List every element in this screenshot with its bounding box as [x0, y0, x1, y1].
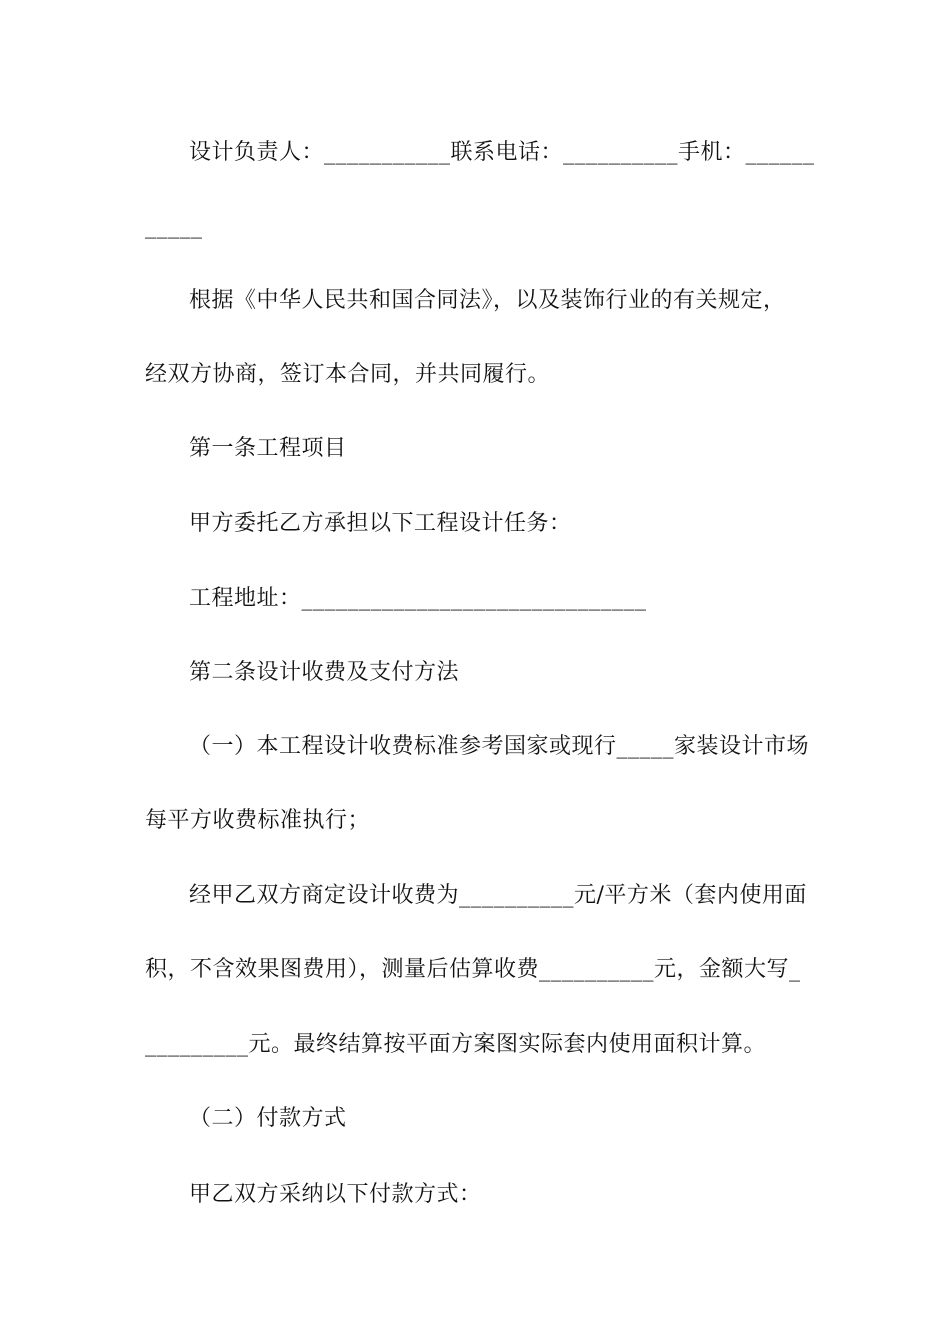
- article-1-body: 甲方委托乙方承担以下工程设计任务：: [189, 511, 572, 536]
- payment-method-heading: （二）付款方式: [189, 1106, 347, 1131]
- fee-standard-paragraph-line-1: （一）本工程设计收费标准参考国家或现行_____家装设计市场: [189, 734, 810, 759]
- fee-standard-paragraph-line-2: 每平方收费标准执行；: [145, 808, 371, 833]
- designer-contact-line: 设计负责人：___________联系电话：__________手机：______: [189, 140, 815, 165]
- payment-method-body: 甲乙双方采纳以下付款方式：: [189, 1182, 482, 1207]
- project-address-field: 工程地址：______________________________: [189, 586, 647, 611]
- fee-agreement-paragraph-line-3: _________元。最终结算按平面方案图实际套内使用面积计算。: [145, 1032, 767, 1057]
- preamble-paragraph-line-2: 经双方协商，签订本合同，并共同履行。: [145, 362, 551, 387]
- article-2-heading: 第二条设计收费及支付方法: [189, 660, 460, 685]
- fee-agreement-paragraph-line-1: 经甲乙双方商定设计收费为__________元/平方米（套内使用面: [189, 883, 807, 908]
- fee-agreement-paragraph-line-2: 积，不含效果图费用），测量后估算收费__________元，金额大写_: [145, 957, 801, 982]
- article-1-heading: 第一条工程项目: [189, 436, 347, 461]
- preamble-paragraph-line-1: 根据《中华人民共和国合同法》，以及装饰行业的有关规定，: [189, 288, 786, 313]
- designer-contact-line-continued: _____: [145, 214, 203, 239]
